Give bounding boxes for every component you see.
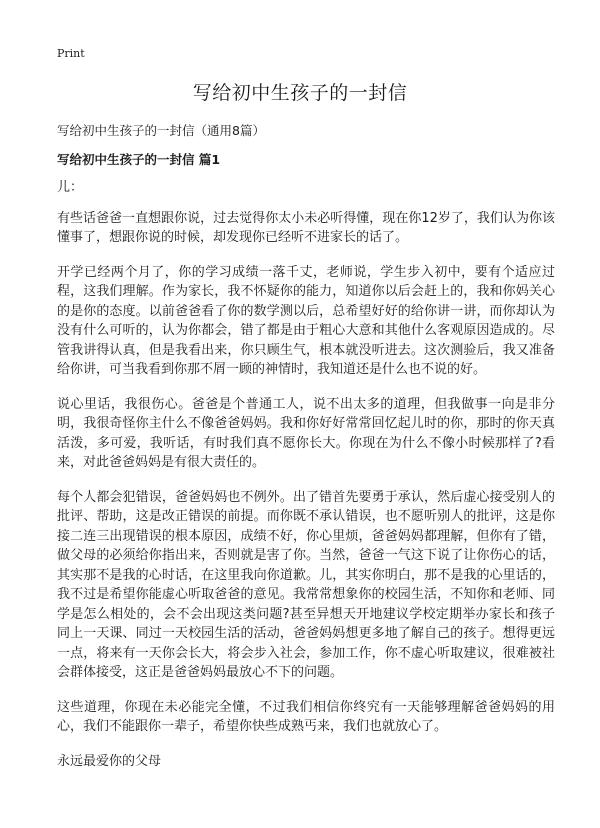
section-heading: 写给初中生孩子的一封信 篇1 xyxy=(57,152,221,167)
letter-salutation: 儿： xyxy=(57,180,84,195)
letter-body xyxy=(57,178,555,786)
letter-paragraph: 每个人都会犯错误，爸爸妈妈也不例外。出了错首先要勇于承认，然后虚心接受别人的批评、帮助，这是改正错误的前提。而你既不承认错误，也不愿听别人的批评，这是你接二连三出现错误的根本原因，成绩不好，你心里烦，爸爸妈妈都理解，但你有了错，做父母的必须给你指出来，否则就是害了你。当然，爸爸一气这下说了让你伤心的话，其实那不是我的心时话，在这里我向你道歉。儿，其实你明白，那不是我的心里话的，我不过是希望你能虚心听取爸爸的意见。我常常想象你的校园生活，不知你和老师、同学是怎么相处的，会不会出现这类问题?甚至异想天开地建议学校定期举办家长和孩子同上一天课、同过一天校园生活的活动，爸爸妈妈想更多地了解自己的孩子。想得更远一点，将来有一天你会长大，将会步入社会，参加工作，你不虚心听取建议，很难被社会群体接受，这正是爸爸妈妈最放心不下的问题。 xyxy=(57,489,555,680)
print-link[interactable]: Print xyxy=(57,47,85,60)
letter-paragraph: 这些道理，你现在未必能完全懂，不过我们相信你终究有一天能够理解爸爸妈妈的用心，我们不能跟你一辈子，希望你快些成熟丐来，我们也就放心了。 xyxy=(57,699,555,734)
document-subtitle: 写给初中生孩子的一封信（通用8篇） xyxy=(57,123,265,138)
letter-paragraph: 有些话爸爸一直想跟你说，过去觉得你太小未必听得懂，现在你12岁了，我们认为你该懂事了，想跟你说的时候，却发现你已经听不进家长的话了。 xyxy=(57,210,555,245)
page-title: 写给初中生孩子的一封信 xyxy=(192,82,408,104)
letter-paragraph: 开学已经两个月了，你的学习成绩一落千丈，老师说，学生步入初中，要有个适应过程，这我们理解。作为家长，我不怀疑你的能力，知道你以后会赶上的，我和你妈关心的是你的态度。以前爸爸看了你的数学测以后，总希望好好的给你讲一讲，而你却认为没有什么可听的，认为你都会，错了都是由于粗心大意和其他什么客观原因造成的。尽管我讲得认真，但是我看出来，你只顾生气，根本就没听进去。这次测验后，我又准备给你讲，可当我看到你那不屑一顾的神情时，我知道还是什么也不说的好。 xyxy=(57,264,555,377)
letter-signoff: 永远最爱你的父母 xyxy=(57,753,162,769)
letter-paragraph: 说心里话，我很伤心。爸爸是个普通工人，说不出太多的道理，但我做事一向是非分明，我很奇怪你主什么不像爸爸妈妈。我和你好好常常回忆起儿时的你，那时的你天真活泼，多可爱，我听话，有时我们真不愿你长大。你现在为什么不像小时候那样了?看来，对此爸爸妈妈是有很大责任的。 xyxy=(57,396,555,470)
